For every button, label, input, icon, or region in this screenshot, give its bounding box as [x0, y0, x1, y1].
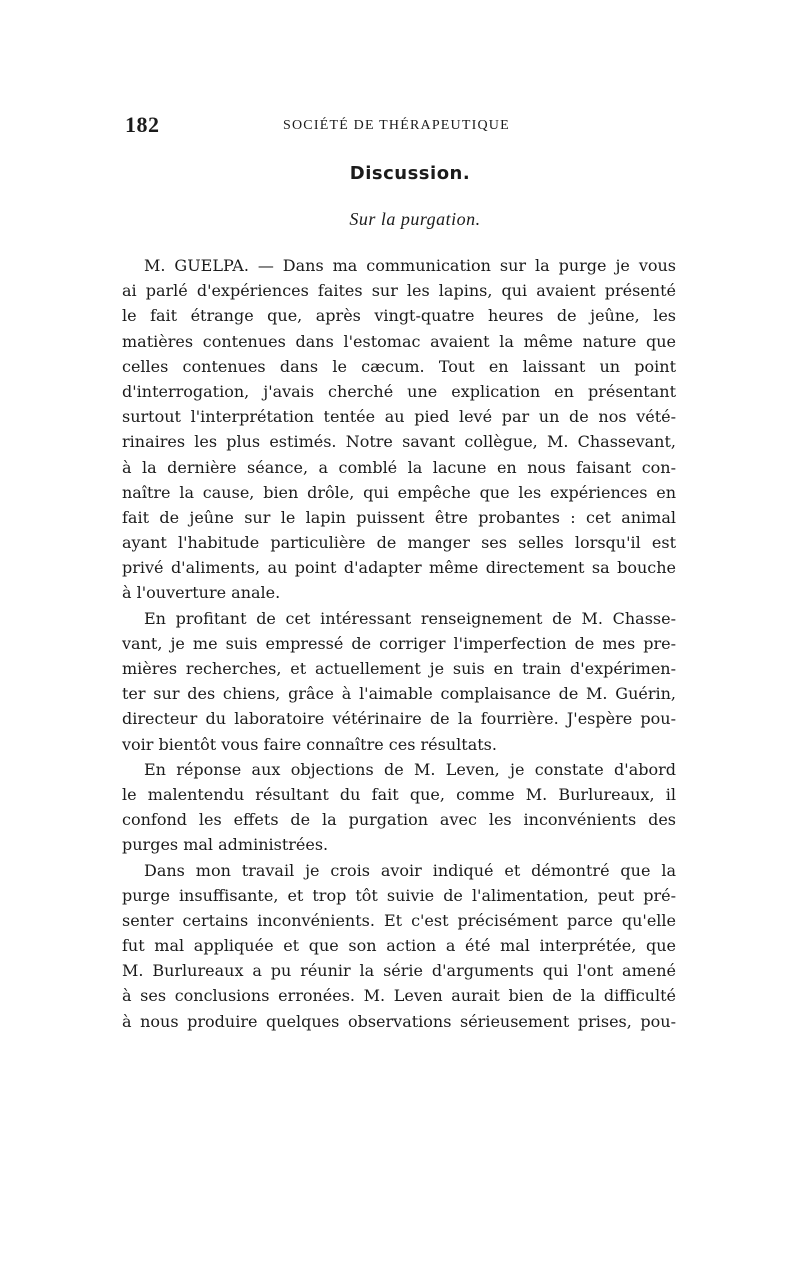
text-line: privé d'aliments, au point d'adapter même directement sa bouche — [122, 558, 676, 578]
text-line: le malentendu résultant du fait que, comme M. Burlureaux, il — [122, 784, 676, 804]
section-title: Discussion. — [349, 163, 471, 184]
section-subtitle: Sur la purgation. — [349, 209, 481, 229]
text-line: celles contenues dans le cæcum. Tout en laissant un point — [122, 356, 676, 376]
text-line: En profitant de cet intéressant renseignement de M. Chasse- — [144, 608, 676, 628]
text-line: à l'ouverture anale. — [122, 583, 281, 603]
text-line: à ses conclusions erronées. M. Leven aurait bien de la difficulté — [122, 986, 676, 1006]
text-line: surtout l'interprétation tentée au pied levé par un de nos vété- — [122, 407, 676, 427]
text-line: purges mal administrées. — [122, 835, 329, 855]
text-line: Dans mon travail je crois avoir indiqué et démontré que la — [144, 860, 676, 880]
text-line: senter certains inconvénients. Et c'est précisément parce qu'elle — [122, 910, 676, 930]
text-line: fut mal appliquée et que son action a été mal interprétée, que — [122, 936, 676, 956]
page-number: 182 — [125, 112, 160, 137]
text-line: rinaires les plus estimés. Notre savant collègue, M. Chassevant, — [122, 432, 676, 452]
text-line: confond les effets de la purgation avec les inconvénients des — [122, 810, 676, 830]
text-line: voir bientôt vous faire connaître ces résultats. — [122, 734, 497, 754]
text-line: M. Burlureaux a pu réunir la série d'arguments qui l'ont amené — [122, 961, 676, 981]
body-text — [122, 253, 676, 1034]
text-line: à la dernière séance, a comblé la lacune en nous faisant con- — [122, 457, 676, 477]
text-line: naître la cause, bien drôle, qui empêche que les expériences en — [122, 482, 676, 502]
text-line: ter sur des chiens, grâce à l'aimable complaisance de M. Guérin, — [122, 684, 676, 704]
text-line: ai parlé d'expériences faites sur les lapins, qui avaient présenté — [122, 281, 676, 301]
running-head — [125, 112, 675, 138]
text-line: vant, je me suis empressé de corriger l'imperfection de mes pre- — [122, 633, 676, 653]
text-line: à nous produire quelques observations sérieusement prises, pou- — [122, 1011, 676, 1031]
text-line: ayant l'habitude particulière de manger ses selles lorsqu'il est — [122, 533, 676, 553]
text-line: purge insuffisante, et trop tôt suivie de l'alimentation, peut pré- — [122, 885, 676, 905]
text-line: d'interrogation, j'avais cherché une explication en présentant — [122, 381, 676, 401]
text-line: M. GUELPA. — Dans ma communication sur la purge je vous — [144, 256, 676, 275]
text-line: En réponse aux objections de M. Leven, je constate d'abord — [144, 759, 676, 779]
text-line: matières contenues dans l'estomac avaient la même nature que — [122, 331, 676, 351]
text-line: mières recherches, et actuellement je suis en train d'expérimen- — [122, 659, 676, 678]
text-line: le fait étrange que, après vingt-quatre heures de jeûne, les — [122, 306, 676, 326]
journal-title: SOCIÉTÉ DE THÉRAPEUTIQUE — [283, 118, 510, 133]
text-line: fait de jeûne sur le lapin puissent être probantes : cet animal — [122, 507, 676, 527]
text-line: directeur du laboratoire vétérinaire de la fourrière. J'espère pou- — [122, 709, 676, 729]
